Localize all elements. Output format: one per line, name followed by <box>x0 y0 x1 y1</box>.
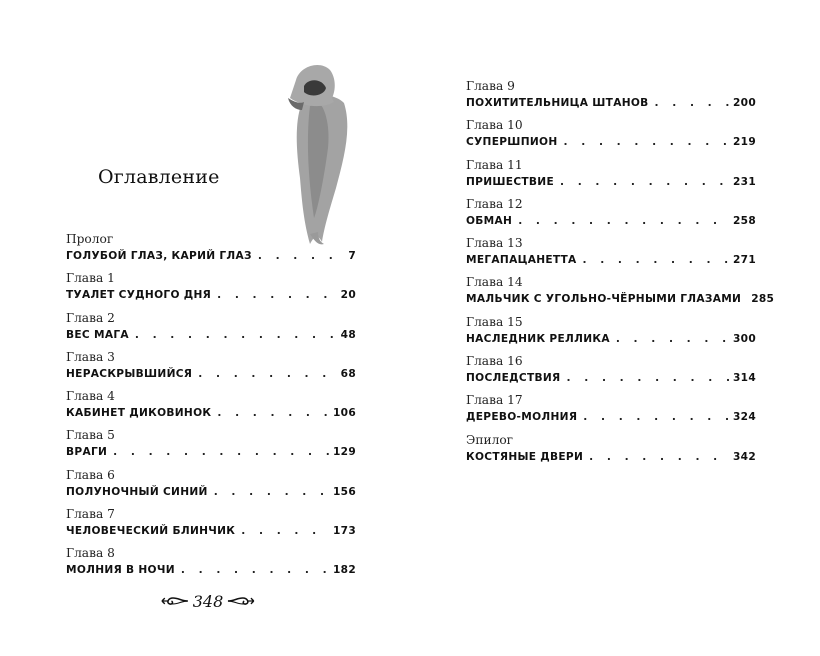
chapter-label: Глава 6 <box>66 467 115 482</box>
chapter-title: ЧЕЛОВЕЧЕСКИЙ БЛИНЧИК <box>66 525 236 538</box>
page-ref: 324 <box>732 411 756 424</box>
toc-row <box>66 406 356 420</box>
dot-leader <box>135 328 337 342</box>
toc-entry <box>66 468 356 507</box>
chapter-title: НАСЛЕДНИК РЕЛЛИКА <box>466 332 610 345</box>
toc-row <box>466 292 775 306</box>
toc-entry <box>66 350 356 389</box>
page-ref: 219 <box>732 136 756 149</box>
chapter-title: ПОЛУНОЧНЫЙ СИНИЙ <box>66 485 208 498</box>
chapter-label: Глава 3 <box>66 349 115 364</box>
page-footer <box>160 590 256 612</box>
chapter-title: СУПЕРШПИОН <box>466 136 558 149</box>
toc-title: Оглавление <box>98 166 220 188</box>
toc-entry <box>466 118 756 157</box>
dot-leader <box>181 563 329 577</box>
chapter-label: Глава 4 <box>66 389 115 404</box>
toc-entry <box>66 389 356 428</box>
page-ref: 20 <box>340 289 356 302</box>
hooded-figure-illustration <box>274 58 364 248</box>
chapter-label: Глава 14 <box>466 275 523 290</box>
dot-leader <box>241 524 329 538</box>
chapter-title: КОСТЯНЫЕ ДВЕРИ <box>466 450 584 463</box>
toc-right-column <box>466 79 775 472</box>
chapter-label: Глава 16 <box>466 354 523 369</box>
toc-row <box>66 524 356 538</box>
dot-leader <box>560 175 729 189</box>
dot-leader <box>567 371 729 385</box>
chapter-label: Глава 12 <box>466 196 523 211</box>
toc-row <box>66 288 356 302</box>
dot-leader <box>518 214 729 228</box>
dot-leader <box>113 445 329 459</box>
page-ref: 48 <box>340 328 356 341</box>
chapter-title: ГОЛУБОЙ ГЛАЗ, КАРИЙ ГЛАЗ <box>66 250 252 262</box>
dot-leader <box>198 367 336 381</box>
dot-leader <box>589 450 729 464</box>
chapter-title: МАЛЬЧИК С УГОЛЬНО-ЧЁРНЫМИ ГЛАЗАМИ <box>466 293 742 306</box>
chapter-label: Глава 9 <box>466 79 515 93</box>
toc-row <box>466 253 756 267</box>
toc-entry <box>66 232 356 271</box>
chapter-label: Глава 17 <box>466 393 523 408</box>
page-ref: 129 <box>332 446 356 459</box>
chapter-label: Глава 10 <box>466 118 523 133</box>
toc-row <box>66 485 356 499</box>
page-ref: 7 <box>348 250 356 262</box>
toc-entry <box>66 507 356 546</box>
toc-row <box>66 563 356 577</box>
page-ref: 285 <box>751 293 775 306</box>
chapter-label: Глава 2 <box>66 310 115 325</box>
toc-row <box>466 135 756 149</box>
toc-row <box>466 410 756 424</box>
toc-entry <box>66 271 356 310</box>
page-ref: 271 <box>732 254 756 267</box>
toc-row <box>466 371 756 385</box>
scroll-ornament-right-icon <box>227 595 256 607</box>
chapter-title: ПРИШЕСТВИЕ <box>466 175 554 188</box>
toc-entry <box>66 428 356 467</box>
page-ref: 156 <box>332 485 356 498</box>
scroll-ornament-left-icon <box>160 595 189 607</box>
dot-leader <box>258 249 344 263</box>
page-ref: 231 <box>732 175 756 188</box>
page-ref: 182 <box>332 564 356 577</box>
toc-entry <box>466 158 756 197</box>
page-ref: 342 <box>732 450 756 463</box>
page-ref: 173 <box>332 525 356 538</box>
chapter-label: Глава 5 <box>66 428 115 443</box>
chapter-title: НЕРАСКРЫВШИЙСЯ <box>66 367 193 380</box>
toc-left-column <box>66 232 356 586</box>
toc-row <box>66 249 356 263</box>
page-ref: 258 <box>732 214 756 227</box>
chapter-label: Глава 15 <box>466 314 523 329</box>
page-ref: 68 <box>340 367 356 380</box>
dot-leader <box>217 288 337 302</box>
toc-row <box>66 445 356 459</box>
dot-leader <box>616 332 729 346</box>
toc-row <box>466 450 756 464</box>
chapter-title: ВЕС МАГА <box>66 328 129 341</box>
dot-leader <box>583 410 729 424</box>
chapter-title: ПОСЛЕДСТВИЯ <box>466 372 561 385</box>
toc-entry <box>466 433 756 472</box>
toc-row <box>466 332 756 346</box>
chapter-title: КАБИНЕТ ДИКОВИНОК <box>66 407 212 420</box>
chapter-title: ПОХИТИТЕЛЬНИЦА ШТАНОВ <box>466 97 649 109</box>
dot-leader <box>655 96 729 110</box>
chapter-title: МЕГАПАЦАНЕТТА <box>466 254 577 267</box>
chapter-label: Глава 1 <box>66 271 115 286</box>
toc-entry <box>466 79 756 118</box>
toc-entry <box>66 546 356 585</box>
hooded-figure-icon <box>274 58 364 248</box>
chapter-label: Глава 13 <box>466 236 523 251</box>
page-number: 348 <box>192 591 224 611</box>
dot-leader <box>214 485 329 499</box>
toc-entry <box>466 393 756 432</box>
dot-leader <box>564 135 729 149</box>
toc-entry <box>66 311 356 350</box>
chapter-title: МОЛНИЯ В НОЧИ <box>66 564 175 577</box>
chapter-label: Эпилог <box>466 432 514 447</box>
page-ref: 314 <box>732 372 756 385</box>
chapter-title: ОБМАН <box>466 214 513 227</box>
page-ref: 200 <box>732 97 756 109</box>
toc-row <box>466 96 756 110</box>
chapter-title: ТУАЛЕТ СУДНОГО ДНЯ <box>66 289 212 302</box>
chapter-label: Пролог <box>66 232 114 246</box>
toc-entry <box>466 197 756 236</box>
toc-entry <box>466 236 756 275</box>
dot-leader <box>217 406 329 420</box>
toc-row <box>66 328 356 342</box>
chapter-title: ДЕРЕВО-МОЛНИЯ <box>466 411 578 424</box>
toc-row <box>466 214 756 228</box>
toc-row <box>66 367 356 381</box>
chapter-title: ВРАГИ <box>66 446 108 459</box>
toc-entry <box>466 275 775 314</box>
chapter-label: Глава 11 <box>466 157 523 172</box>
page-ref: 300 <box>732 332 756 345</box>
dot-leader <box>582 253 729 267</box>
toc-entry <box>466 315 756 354</box>
chapter-label: Глава 7 <box>66 507 115 522</box>
toc-entry <box>466 354 756 393</box>
toc-row <box>466 175 756 189</box>
page-ref: 106 <box>332 407 356 420</box>
chapter-label: Глава 8 <box>66 546 115 561</box>
